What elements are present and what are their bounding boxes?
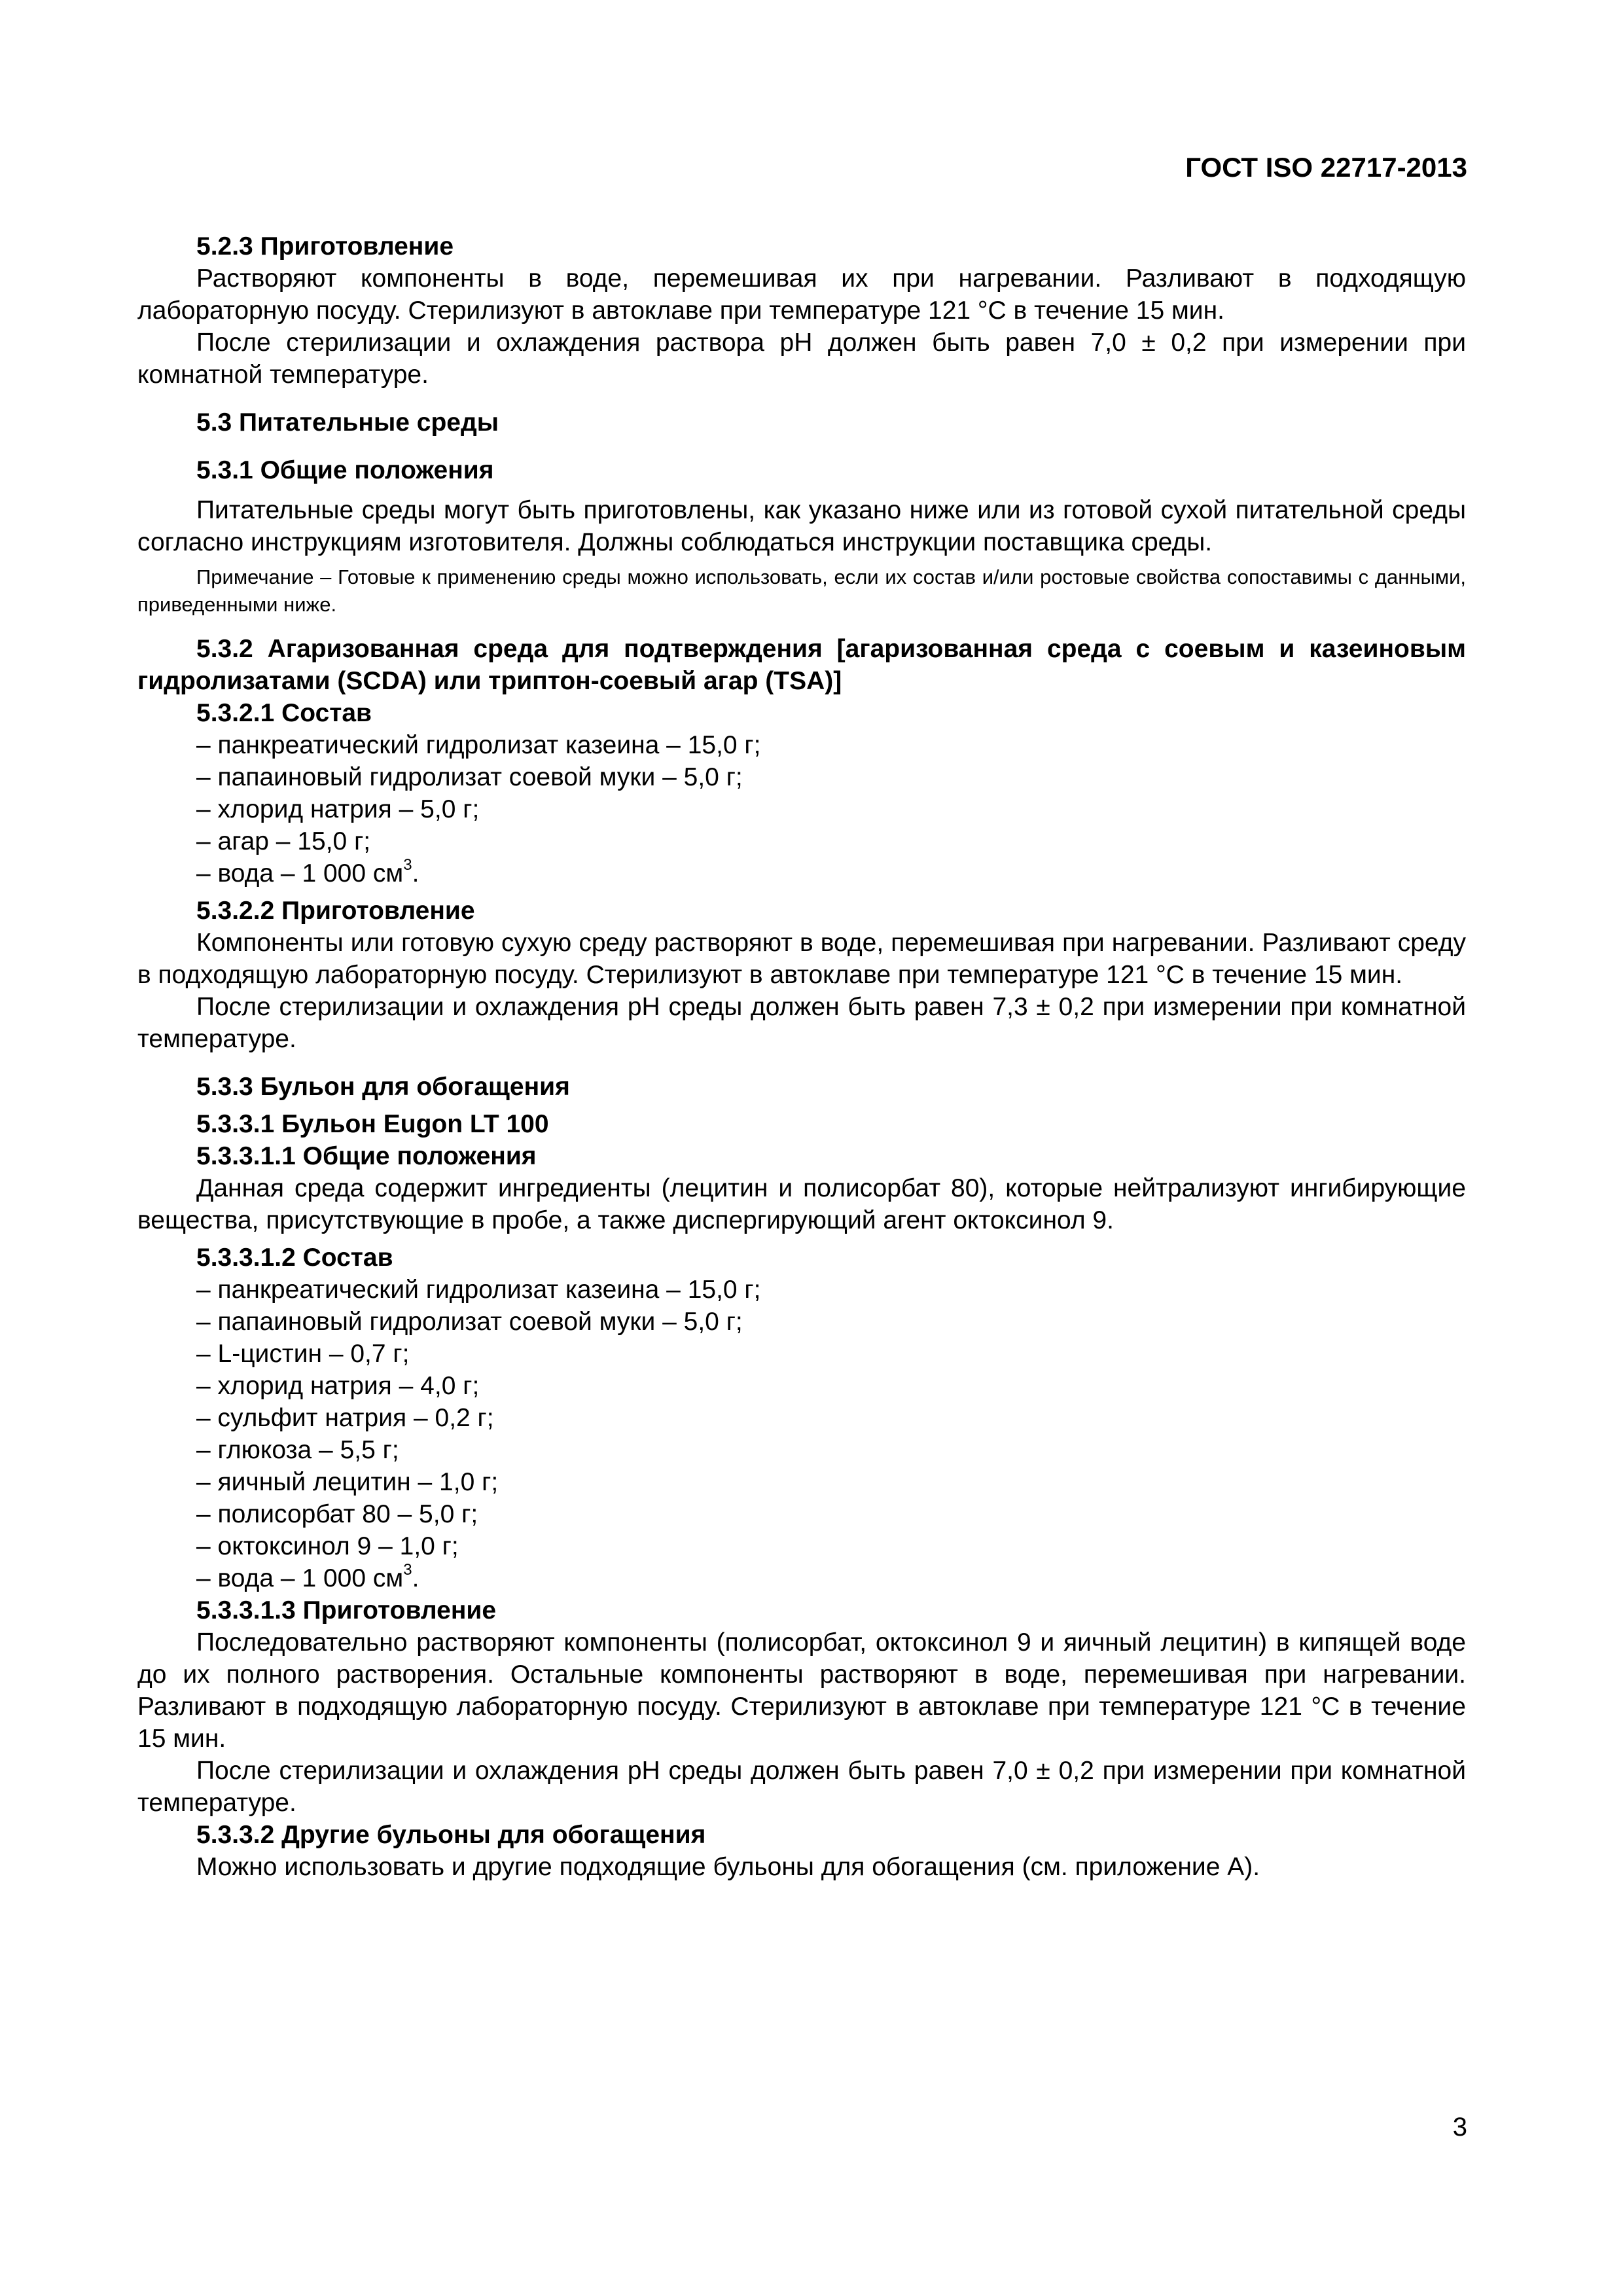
superscript: 3 [403,856,412,874]
list-item: – панкреатический гидролизат казеина – 15,0 г; [196,731,761,759]
section-5-3-1-title: 5.3.1 Общие положения [196,456,494,484]
section-5-3-2-2-paragraph-1: Компоненты или готовую сухую среду растворяют в воде, перемешивая при нагревании. Разливают среду в подходящую лабораторную посуду. Стерилизуют в автоклаве при температуре 121 °С в течение 15 мин. [137,929,1466,989]
section-5-3-3-1-1-paragraph: Данная среда содержит ингредиенты (лецитин и полисорбат 80), которые нейтрализуют ингибирующие вещества, присутствующие в пробе, а также диспергирующий агент октоксинол 9. [137,1174,1466,1234]
water-text: – вода – 1 000 см [196,1564,404,1592]
water-text: – вода – 1 000 см [196,859,404,888]
section-5-3-3-1-1-title: 5.3.3.1.1 Общие положения [196,1142,537,1170]
list-item: – глюкоза – 5,5 г; [196,1436,399,1464]
section-5-3-1-note: Примечание – Готовые к применению среды можно использовать, если их состав и/или ростовые свойства сопоставимы с данными, приведенными ниже. [137,565,1466,616]
list-item: – папаиновый гидролизат соевой муки – 5,0 г; [196,763,743,791]
list-item: – хлорид натрия – 5,0 г; [196,795,480,823]
section-5-3-3-1-3-title: 5.3.3.1.3 Приготовление [196,1596,497,1624]
list-item: – агар – 15,0 г; [196,827,371,855]
list-item: – сульфит натрия – 0,2 г; [196,1404,494,1432]
section-5-3-3-1-2-title: 5.3.3.1.2 Состав [196,1244,393,1272]
section-5-3-1-paragraph: Питательные среды могут быть приготовлены, как указано ниже или из готовой сухой питательной среды согласно инструкциям изготовителя. Должны соблюдаться инструкции поставщика среды. [137,496,1466,556]
section-5-3-title: 5.3 Питательные среды [196,408,499,437]
list-item: – октоксинол 9 – 1,0 г; [196,1532,459,1560]
list-item: – полисорбат 80 – 5,0 г; [196,1500,478,1528]
section-5-3-3-1-3-paragraph-1: Последовательно растворяют компоненты (полисорбат, октоксинол 9 и яичный лецитин) в кипящей воде до их полного растворения. Остальные компоненты растворяют в воде, перемешивая при нагревании. Разливают в подходящую лабораторную посуду. Стерилизуют в автоклаве при температуре 121 °С в течение 15 мин. [137,1628,1466,1753]
superscript: 3 [403,1561,412,1579]
section-5-3-3-1-title: 5.3.3.1 Бульон Eugon LT 100 [196,1110,549,1138]
document-body [137,230,1466,1883]
section-5-3-2-1-title: 5.3.2.1 Состав [196,699,372,727]
water-end: . [412,859,419,888]
section-5-3-2-2-paragraph-2: После стерилизации и охлаждения рН среды должен быть равен 7,3 ± 0,2 при измерении при комнатной температуре. [137,993,1466,1053]
list-item: – яичный лецитин – 1,0 г; [196,1468,499,1496]
section-5-3-3-2-paragraph: Можно использовать и другие подходящие бульоны для обогащения (см. приложение А). [196,1853,1260,1881]
list-item: – L-цистин – 0,7 г; [196,1340,410,1368]
section-5-3-3-1-3-paragraph-2: После стерилизации и охлаждения рН среды должен быть равен 7,0 ± 0,2 при измерении при комнатной температуре. [137,1757,1466,1817]
section-5-3-2-2-title: 5.3.2.2 Приготовление [196,897,475,925]
section-5-3-2-title: 5.3.2 Агаризованная среда для подтверждения [агаризованная среда с соевым и казеиновым гидролизатами (SCDA) или триптон-соевый агар (TSA)] [137,635,1466,695]
section-5-3-3-2-title: 5.3.3.2 Другие бульоны для обогащения [196,1821,706,1849]
section-5-2-3-paragraph-1: Растворяют компоненты в воде, перемешивая их при нагревании. Разливают в подходящую лабораторную посуду. Стерилизуют в автоклаве при температуре 121 °С в течение 15 мин. [137,264,1466,325]
water-end: . [412,1564,419,1592]
section-5-2-3-paragraph-2: После стерилизации и охлаждения раствора рН должен быть равен 7,0 ± 0,2 при измерении при комнатной температуре. [137,329,1466,389]
page-number: 3 [1452,2113,1467,2142]
list-item-water [196,857,1466,889]
list-item: – хлорид натрия – 4,0 г; [196,1372,480,1400]
document-header: ГОСТ ISO 22717-2013 [1185,152,1467,183]
list-item: – папаиновый гидролизат соевой муки – 5,0 г; [196,1308,743,1336]
list-item: – панкреатический гидролизат казеина – 15,0 г; [196,1276,761,1304]
section-5-3-3-title: 5.3.3 Бульон для обогащения [196,1073,570,1101]
section-5-2-3-title: 5.2.3 Приготовление [196,232,454,260]
list-item-water [196,1562,1466,1594]
